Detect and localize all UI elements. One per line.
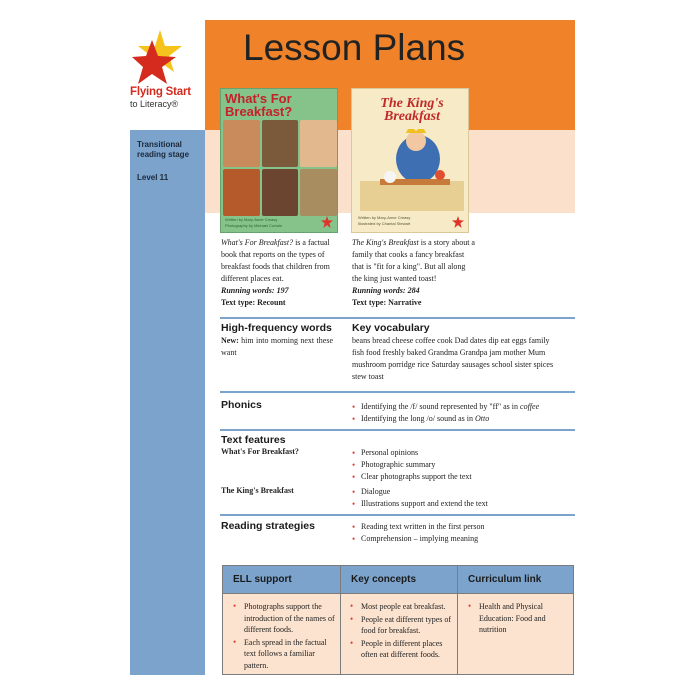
- list-item: • Health and Physical Education: Food and nutrition: [468, 601, 568, 636]
- list-item: • Comprehension – implying meaning: [352, 533, 485, 545]
- publisher-logo: [321, 216, 333, 228]
- section-divider: [220, 391, 575, 393]
- summary-text: is a story about a family that cooks a fancy breakfast that is "fit for a king". But all along the king just wanted toast!: [352, 238, 475, 283]
- cover-photo: [262, 169, 299, 216]
- list-item: [352, 413, 539, 425]
- support-table: [222, 565, 574, 675]
- phonics-heading: Phonics: [221, 399, 262, 411]
- cover-photo: [223, 169, 260, 216]
- phonics-text: Identifying the long /o/ sound as in: [361, 414, 475, 423]
- curriculum-link-header: Curriculum link: [468, 574, 542, 585]
- running-words: Running words: 284: [352, 286, 420, 295]
- cover-illustration: [360, 129, 464, 211]
- ell-support-header: ELL support: [233, 574, 292, 585]
- text-features-list-2: [352, 486, 488, 510]
- section-divider: [220, 429, 575, 431]
- list-item: • Illustrations support and extend the text: [352, 498, 488, 510]
- list-item: • Dialogue: [352, 486, 488, 498]
- column-divider: [340, 566, 341, 674]
- left-sidebar: [130, 130, 205, 675]
- cover-photo: [262, 120, 299, 167]
- text-features-heading: Text features: [221, 434, 286, 446]
- publisher-logo: [452, 216, 464, 228]
- list-item: • People in different places often eat different foods.: [350, 638, 456, 661]
- text-features-book-2: The King's Breakfast: [221, 486, 294, 495]
- list-item: • Each spread in the factual text follows a familiar pattern.: [233, 637, 337, 672]
- page-title: Lesson Plans: [243, 27, 466, 68]
- book-summary-1: [221, 237, 345, 309]
- list-item: [352, 401, 539, 413]
- flying-start-logo: [130, 30, 210, 110]
- level-label: Level 11: [137, 173, 169, 182]
- list-item: • Photographic summary: [352, 459, 472, 471]
- phonics-list: [352, 401, 539, 425]
- key-vocabulary-words: beans bread cheese coffee cook Dad dates dip eat eggs family fish food freshly baked Grandma Grandpa jam mother Mum mushroom porridge rice Saturday sausages school sister spices stew toast: [352, 336, 554, 381]
- list-item: • Clear photographs support the text: [352, 471, 472, 483]
- book-summary-2: [352, 237, 476, 309]
- book-cover-kings-breakfast: [351, 88, 469, 233]
- text-features-book-1: What's For Breakfast?: [221, 447, 299, 456]
- text-features-list-1: [352, 447, 472, 483]
- book-title: The King's Breakfast: [352, 238, 419, 247]
- text-type: Text type: Recount: [221, 298, 286, 307]
- star-icon: [132, 30, 184, 86]
- cover-illustrator: Illustrated by Chantal Stewart: [358, 221, 411, 226]
- cover-title: What's For Breakfast?: [225, 91, 293, 119]
- list-item: • Personal opinions: [352, 447, 472, 459]
- cover-photo-grid: [223, 120, 337, 216]
- key-concepts-header: Key concepts: [351, 574, 417, 585]
- logo-tagline: to Literacy®: [130, 99, 179, 109]
- key-concepts-list: [350, 601, 456, 662]
- reading-strategies-heading: Reading strategies: [221, 520, 315, 532]
- phonics-text: Identifying the /f/ sound represented by "ff" as in: [361, 402, 521, 411]
- section-divider: [220, 317, 575, 319]
- new-label: New:: [221, 336, 239, 345]
- list-item: • Most people eat breakfast.: [350, 601, 456, 613]
- cover-credits: [225, 217, 282, 229]
- phonics-example: Otto: [475, 414, 490, 423]
- reading-stage-label: Transitional reading stage: [137, 140, 190, 159]
- high-frequency-words: [221, 335, 333, 359]
- summary-text: is a factual book that reports on the types of breakfast foods that children from different places eat.: [221, 238, 330, 283]
- book-cover-whats-for-breakfast: [220, 88, 338, 233]
- section-divider: [220, 514, 575, 516]
- cover-photo: [300, 120, 337, 167]
- list-item: • Photographs support the introduction of the names of different foods.: [233, 601, 337, 636]
- cover-author: Written by Mary-Anne Creasy: [358, 215, 411, 220]
- cover-credits: [358, 215, 410, 227]
- text-type: Text type: Narrative: [352, 298, 422, 307]
- column-divider: [457, 566, 458, 674]
- list-item: • Reading text written in the first person: [352, 521, 485, 533]
- cover-photo: [223, 120, 260, 167]
- reading-strategies-list: [352, 521, 485, 545]
- key-vocabulary-heading: Key vocabulary: [352, 322, 430, 334]
- book-title: What's For Breakfast?: [221, 238, 294, 247]
- high-frequency-heading: High-frequency words: [221, 322, 332, 334]
- new-words: him into morning next these want: [221, 336, 333, 357]
- cover-photo: [300, 169, 337, 216]
- cover-photographer: Photography by Michael Curtain: [225, 223, 282, 228]
- running-words: Running words: 197: [221, 286, 289, 295]
- cover-author: Written by Mary-Anne Creasy: [225, 217, 278, 222]
- cover-title: The King's Breakfast: [380, 96, 444, 124]
- logo-brand: Flying Start: [130, 86, 191, 98]
- ell-support-list: [233, 601, 337, 672]
- phonics-example: coffee: [520, 402, 540, 411]
- list-item: • People eat different types of food for breakfast.: [350, 614, 456, 637]
- curriculum-link-list: [468, 601, 568, 637]
